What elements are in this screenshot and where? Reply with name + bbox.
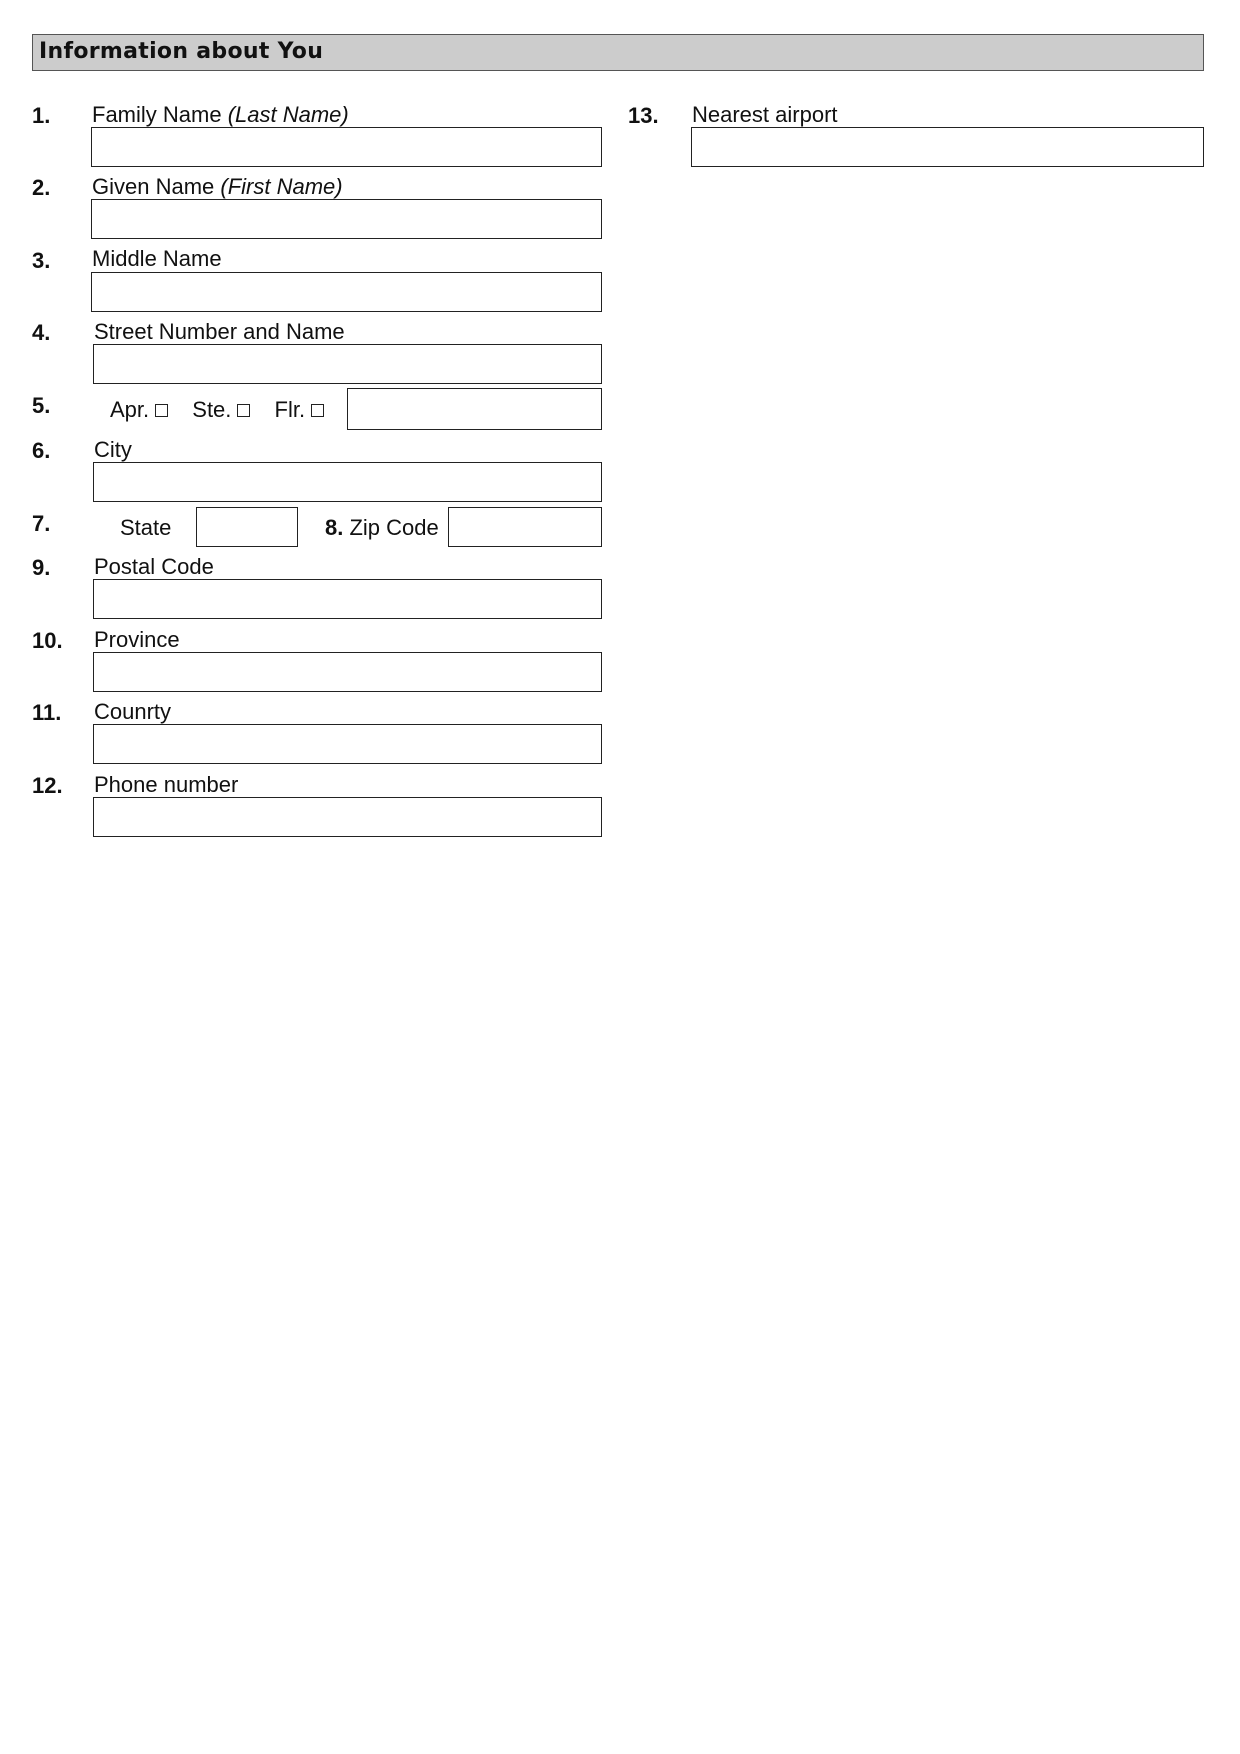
airport-field[interactable] — [691, 127, 1204, 167]
state-label: State — [120, 515, 172, 540]
family-name-number: 1. — [32, 103, 51, 128]
zip-label — [325, 517, 439, 539]
flr-checkbox[interactable] — [311, 404, 324, 417]
family-name-label-text: Family Name — [92, 102, 222, 127]
given-name-label-text: Given Name — [92, 174, 215, 199]
country-number: 11. — [32, 700, 62, 725]
airport-label: Nearest airport — [692, 102, 838, 127]
city-field[interactable] — [93, 462, 602, 502]
flr-label: Flr. — [274, 397, 306, 422]
province-number: 10. — [32, 628, 63, 653]
unit-number: 5. — [32, 393, 51, 418]
phone-number-index: 12. — [32, 773, 63, 798]
apt-label: Apr. — [110, 397, 150, 422]
middle-name-number: 3. — [32, 248, 51, 273]
family-name-hint: (Last Name) — [227, 102, 349, 127]
postal-label: Postal Code — [94, 554, 214, 579]
state-number: 7. — [32, 511, 51, 536]
unit-type-group — [110, 399, 342, 421]
ste-label: Ste. — [192, 397, 232, 422]
section-header — [32, 34, 1204, 71]
middle-name-field[interactable] — [91, 272, 602, 312]
province-field[interactable] — [93, 652, 602, 692]
street-field[interactable] — [93, 344, 602, 384]
phone-label: Phone number — [94, 772, 239, 797]
phone-field[interactable] — [93, 797, 602, 837]
city-number: 6. — [32, 438, 51, 463]
airport-number: 13. — [628, 103, 659, 128]
state-field[interactable] — [196, 507, 298, 547]
street-number: 4. — [32, 320, 51, 345]
section-title: Information about You — [39, 39, 324, 64]
province-label: Province — [94, 627, 180, 652]
given-name-number: 2. — [32, 175, 51, 200]
unit-number-field[interactable] — [347, 388, 602, 430]
country-label: Counrty — [94, 699, 172, 724]
city-label: City — [94, 437, 132, 462]
ste-checkbox[interactable] — [237, 404, 250, 417]
given-name-field[interactable] — [91, 199, 602, 239]
ste-option — [192, 399, 250, 421]
postal-field[interactable] — [93, 579, 602, 619]
street-label: Street Number and Name — [94, 319, 345, 344]
given-name-label — [92, 176, 343, 198]
apt-checkbox[interactable] — [155, 404, 168, 417]
country-field[interactable] — [93, 724, 602, 764]
flr-option — [275, 399, 325, 421]
given-name-hint: (First Name) — [220, 174, 343, 199]
zip-number: 8. — [325, 515, 344, 540]
zip-label-text: Zip Code — [349, 515, 439, 540]
family-name-field[interactable] — [91, 127, 602, 167]
family-name-label — [92, 104, 349, 126]
zip-field[interactable] — [448, 507, 602, 547]
postal-number: 9. — [32, 555, 51, 580]
apt-option — [110, 399, 168, 421]
middle-name-label: Middle Name — [92, 246, 222, 271]
